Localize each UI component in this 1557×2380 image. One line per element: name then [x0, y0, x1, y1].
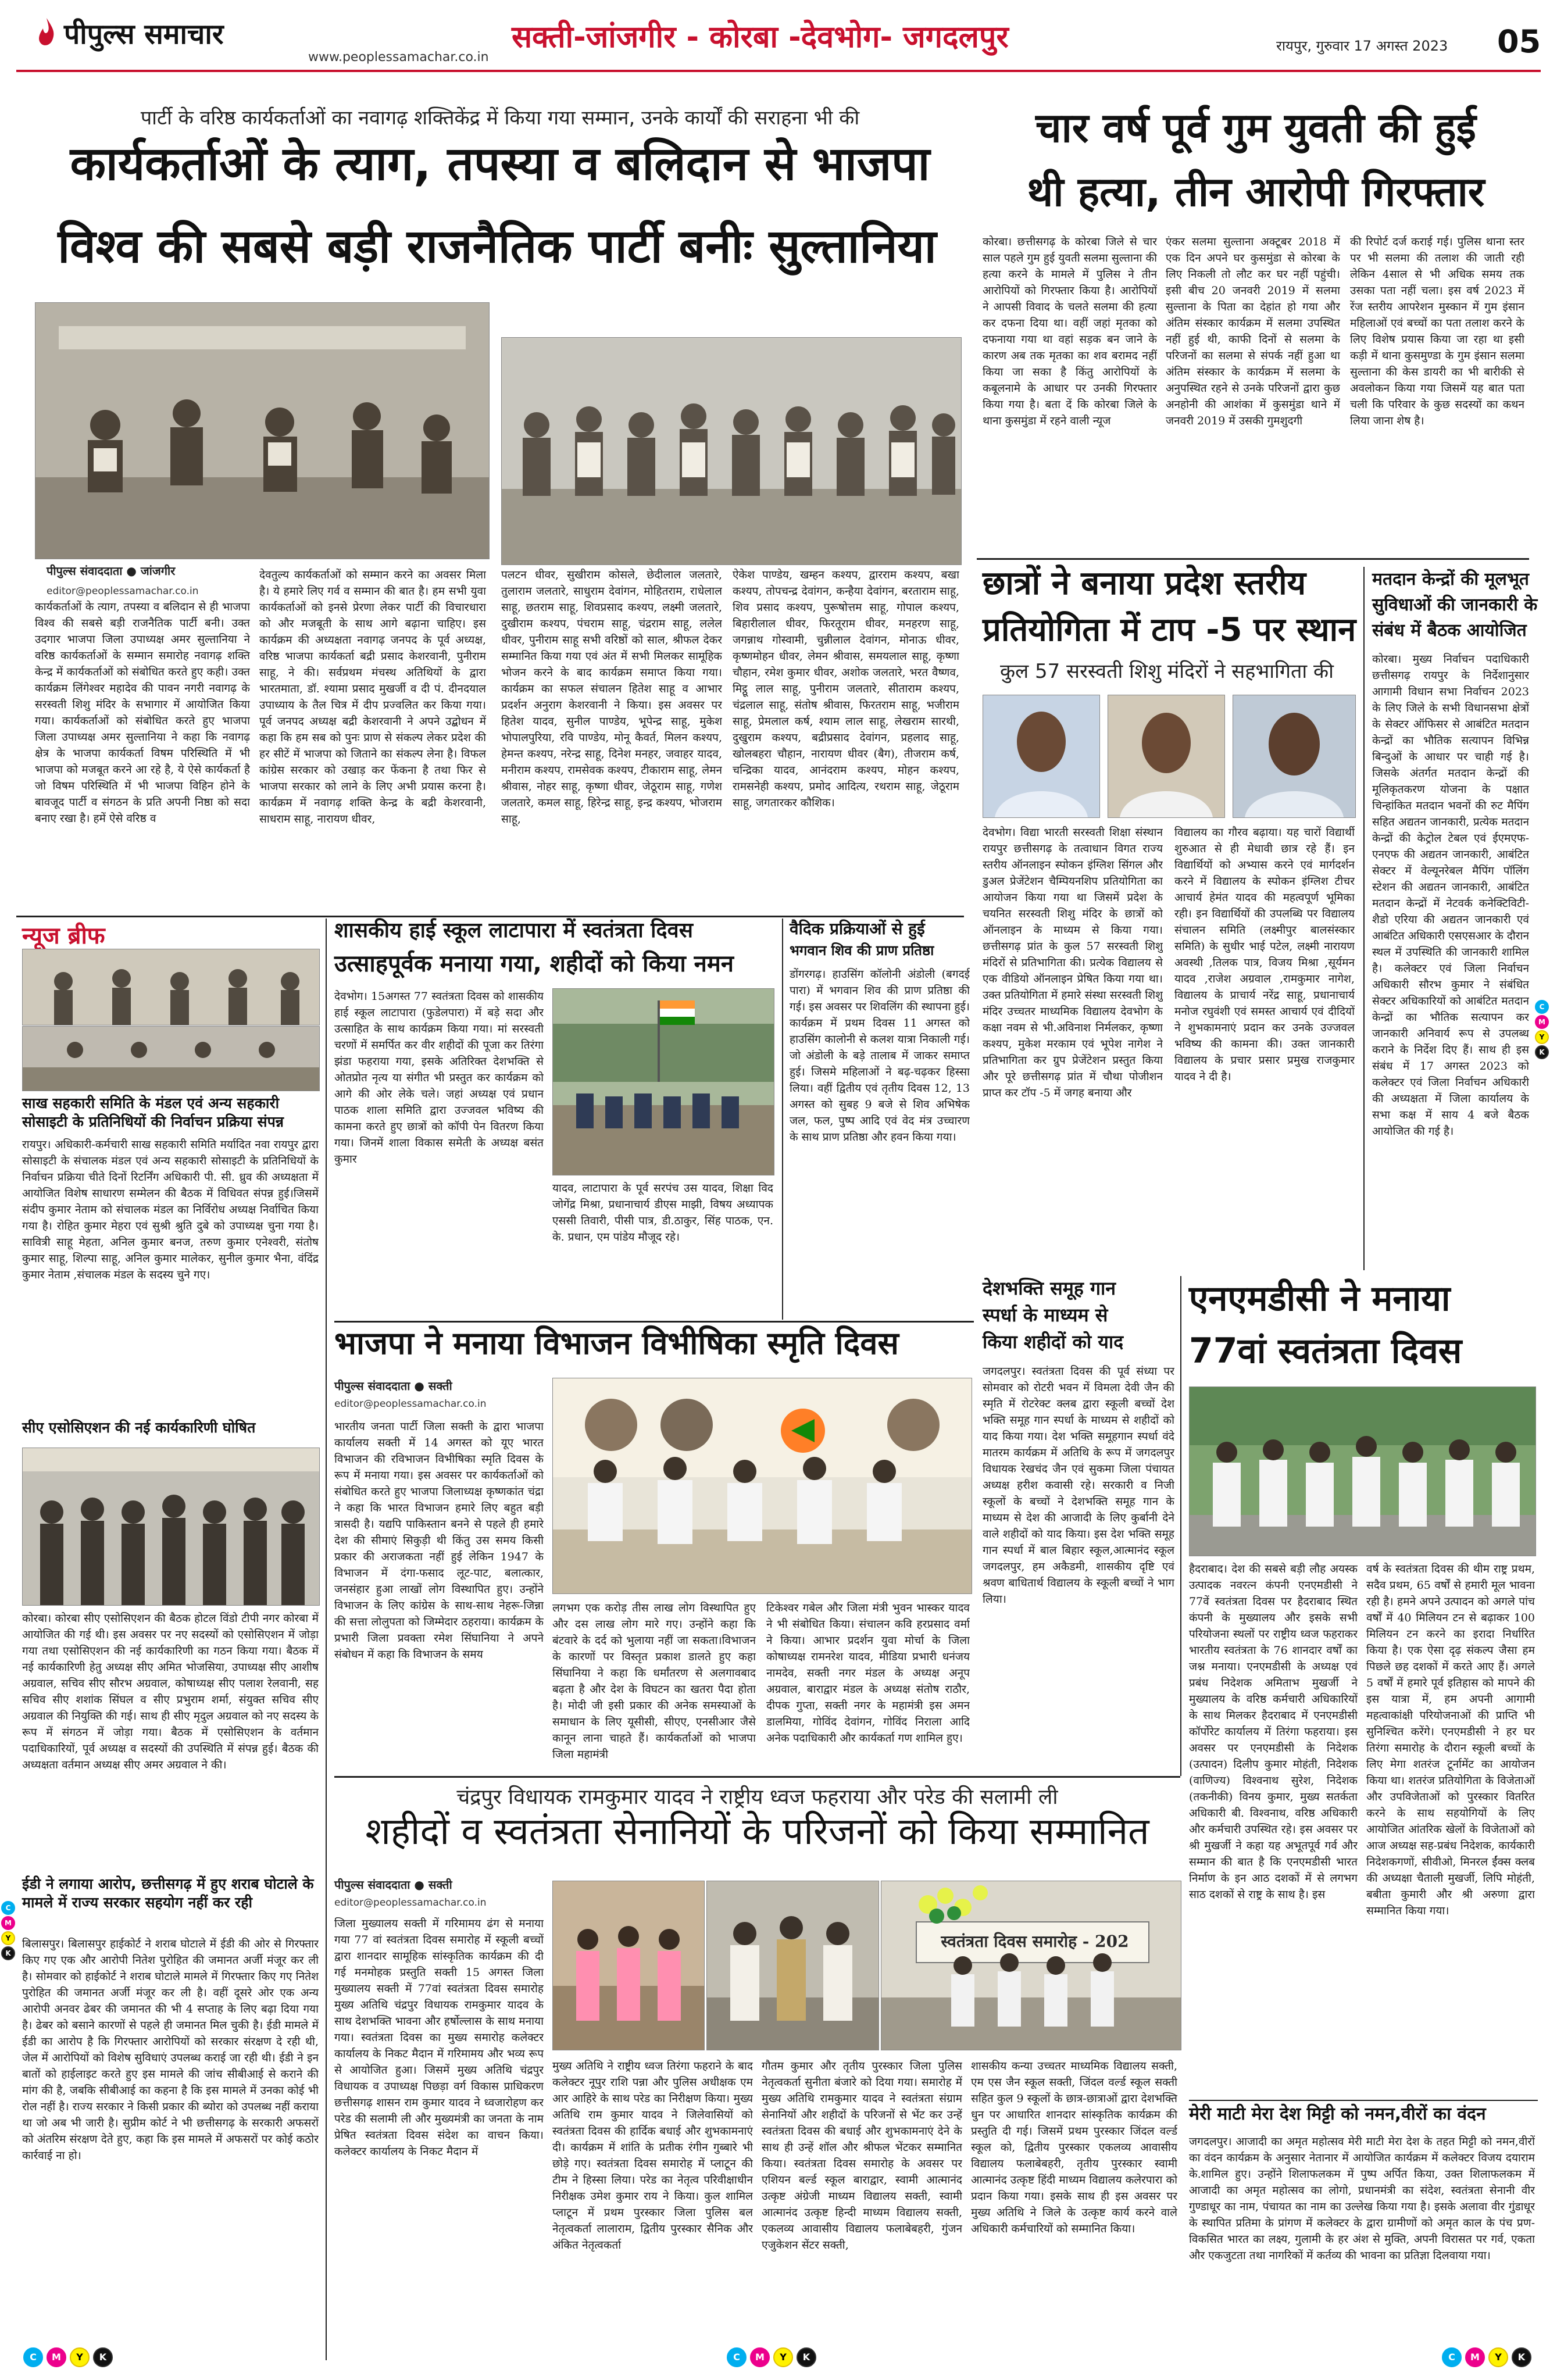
masthead-rule [16, 70, 1541, 72]
student-photo-3 [1233, 695, 1356, 818]
sakti-byline-text: पीपुल्स संवाददाता ● सक्ती [334, 1878, 452, 1892]
nmdc-headline-1: एनएमडीसी ने मनाया [1189, 1278, 1451, 1319]
desh-body: जगदलपुर। स्वतंत्रता दिवस की पूर्व संध्या पर सोमवार को रोटरी भवन में विमला देवी जैन की स्मृति में रोटरेक्ट क्लब द्वारा स्कूली बच्चों देश भक्ति समूह गान स्पर्धा के माध्यम से शहीदों को याद किया गया। देश भक्ति समूहगान स्पर्धा वंदे मातरम कार्यक्रम में अतिथि के रूप में जगदलपुर विधायक रेखचंद जैन एवं सुकमा जिला पंचायत अध्यक्ष हरीश कवासी रहे। सरकारी व निजी स्कूलों के बच्चों ने देशभक्ति समूह गान के माध्यम से देश की आजादी के लिए कुर्बानी देने वाले शहीदों को याद किया। इस देश भक्ति समूह गान स्पर्धा में बाल बिहार स्कूल,आत्मानंद स्कूल जगदलपुर, हम अकैडमी, शासकीय दृष्टि एवं श्रवण बाधितार्थ विद्यालय के स्कूली बच्चों ने भाग लिया। [983, 1365, 1174, 1606]
shiv-headline-2: भगवान शिव की प्राण प्रतिष्ठा [790, 942, 934, 959]
students-col-2: विद्यालय का गौरव बढ़ाया। यह चारों विद्यार्थी शुरुआत से ही मेधावी छात्र रहे हैं। इन विद्यार्थियों को अभ्यास करने एवं मार्गदर्शन करने में विद्यालय के स्पोकन इंग्लिश टीचर आचार्य हेमंत यादव की महत्वपूर्ण भूमिका रही। इन विद्यार्थियों की उपलब्धि पर विद्यालय संचालन समिति (लक्ष्मीपुर बालसंस्कार समिति) के सुधीर भाई पटेल, लक्ष्मी नारायण अवस्थी ,तिलक पात्र, विजय मिश्रा ,सूर्यमन यादव ,राजेश अग्रवाल ,रामकुमार नागेश, विद्यालय के प्राचार्य नरेंद्र साहू, प्रधानाचार्य मनोज रघुवंशी एवं समस्त आचार्य एवं दीदियों ने शुभकामनाएं प्रदान कर उनके उज्जवल भविष्य की कामना की। उक्त जानकारी विद्यालय के प्रचार प्रसार प्रमुख राजकुमार यादव ने दी है। [1174, 826, 1355, 1083]
election-rule-left [1363, 567, 1365, 1270]
nmdc-col-1: हैदराबाद। देश की सबसे बड़ी लौह अयस्क उत्पादक नवरत्न कंपनी एनएमडीसी ने 77वें स्वतंत्रता दिवस पर हैदराबाद स्थित कंपनी के मुख्यालय और इसके सभी परियोजना स्थलों पर राष्ट्रीय ध्वज फहराकर भारतीय स्वतंत्रता के 76 शानदार वर्षों का जश्न मनाया। एनएमडीसी के अध्यक्ष एवं प्रबंध निदेशक अमिताभ मुखर्जी ने मुख्यालय के वरिष्ठ कर्मचारी अधिकारियों के साथ मिलकर हैदराबाद में एनएमडीसी कॉर्पोरेट कार्यालय में तिरंगा फहराया। इस अवसर पर एनएमडीसी के निदेशक (उत्पादन) दिलीप कुमार मोहंती, निदेशक (वाणिज्य) विश्वनाथ सुरेश, निदेशक (तकनीकी) विनय कुमार, मुख्य सतर्कता अधिकारी बी. विश्वनाथ, वरिष्ठ अधिकारी और कर्मचारी उपस्थित रहे। इस अवसर पर श्री मुखर्जी ने कहा यह अभूतपूर्व गर्व और सम्मान की बात है कि एनएमडीसी भारत निर्माण के इन आठ दशकों में से लगभग साठ दशकों से राष्ट्र के साथ है। इस [1189, 1563, 1358, 1901]
murder-headline-2: थी हत्या, तीन आरोपी गिरफ्तार [1027, 168, 1485, 216]
sakti-col-3: गौतम कुमार और तृतीय पुरस्कार जिला पुलिस नेतृत्वकर्ता सुनीता बंजारे को दिया गया। समारोह में मुख्य अतिथि रामकुमार यादव ने स्वतंत्रता संग्राम सेनानियों और शहीदों के परिजनों से भेंट कर उन्हें स्वतंत्रता दिवस की बधाई और शुभकामनाएं देने के साथ ही उन्हें शॉल और श्रीफल भेंटकर सम्मानित किया। स्वतंत्रता दिवस समारोह के अवसर पर एशियन बर्ल्ड स्कूल बाराद्वार, स्वामी आत्मानंद उत्कृष्ट अंग्रेजी माध्यम विद्यालय सक्ती, स्वामी आत्मानंद उत्कृष्ट हिन्दी माध्यम विद्यालय सक्ती, एकलव्य आवासीय विद्यालय फलाबेबहरी, गुंजन एजुकेशन सेंटर सक्ती, [762, 2060, 962, 2252]
bjp-photo [552, 1378, 972, 1594]
sakti-banner-text: स्वतंत्रता दिवस समारोह - 202 [941, 1932, 1129, 1951]
murder-rule [977, 558, 1529, 560]
brief-item-2-head: सीए एसोसिएशन की नई कार्यकारिणी घोषित [22, 1419, 256, 1436]
shiv-body: डोंगरगढ़। हाउसिंग कॉलोनी अंडोली (बगदई पारा) में भगवान शिव की प्राण प्रतिष्ठा की गई। इस अवसर पर शिवलिंग की स्थापना हुई। कार्यक्रम में प्रथम दिवस 11 अगस्त को हाउसिंग कालोनी से कलश यात्रा निकाली गई। जो अंडोली के बड़े तालाब में जाकर समाप्त हुई। जिसमे महिलाओं ने बढ़-चढ़कर हिस्सा लिया। वहीं द्वितीय एवं तृतीय दिवस 12, 13 अगस्त को सुबह 9 बजे से शिव अभिषेक जल, फल, पुष्प आदि एवं वेद मंत्र उच्चारण के साथ प्राण प्रतिष्ठा और हवन किया गया। [790, 968, 970, 1143]
brief-item-3-head: ईडी ने लगाया आरोप, छत्तीसगढ़ में हुए शराब घोटाले के मामले में राज्य सरकार सहयोग नहीं कर रही [22, 1875, 314, 1911]
bjp-byline [334, 1378, 544, 1410]
brief-photo-2 [22, 1026, 320, 1091]
cmyk-mark-left: C M Y K [1, 1901, 15, 1960]
sakti-byline [334, 1877, 555, 1909]
desh-headline-1: देशभक्ति समूह गान [983, 1277, 1116, 1299]
bjp-email[interactable]: editor@peoplessamachar.co.in [334, 1398, 487, 1410]
latapara-headline-2: उत्साहपूर्वक मनाया गया, शहीदों को किया नमन [334, 950, 734, 977]
brief-photo-3 [22, 1448, 320, 1606]
murder-col-2: एंकर सलमा सुल्ताना अक्टूबर 2018 में एक दिन अपने घर कुसमुंडा से कोरबा के लिए निकली तो लौट कर घर नहीं पहुंची। इसी बीच 20 जनवरी 2019 में सलमा सुल्ताना के पिता का देहांत हो गया और अंतिम संस्कार कार्यक्रम में सलमा उपस्थित नहीं हुई थी, काफी दिनों से सलमा के परिजनों का सलमा से संपर्क नहीं हुआ था अंतिम संस्कार के कार्यक्रम में सलमा के अनुपस्थित रहने से उनके परिजनों द्वारा कुछ अनहोनी की आशंका में कुसमुंडा थाने में जनवरी 2019 में उसकी गुमशुदगी [1166, 235, 1340, 427]
student-photo-1 [983, 695, 1100, 818]
lead-email[interactable]: editor@peoplessamachar.co.in [47, 585, 199, 597]
brief-item-1-body: रायपुर। अधिकारी-कर्मचारी साख सहकारी समिति मर्यादित नवा रायपुर द्वारा सोसाइटी के संचालक मंडल एवं अन्य सहकारी सोसाइटी के प्रतिनिधियों के निर्वाचन प्रक्रिया चीते दिनों रिटर्निंग अधिकारी पी. सी. ध्रुव की अध्यक्षता में आयोजित विशेष साधारण सम्मेलन की बैठक में विधिवत संपन्न हुई।जिसमें संदीप कुमार नेताम को संचालक मंडल का निर्विरोध अध्यक्ष निर्वाचित किया गया है। रोहित कुमार मेहरा एवं सुश्री श्रुति दुबे को उपाध्यक्ष चुना गया है। सावित्री साहू मेहता, अनिल कुमार बनज, तरुण कुमार एनेश्वरी, संतोष कुमार साहू, शिल्पा साहू, अनिल कुमार मालेकर, सुनील कुमार भैना, वंदिंद्र कुमार नेताम ,संचालक मंडल के सदस्य चुने गए। [22, 1138, 319, 1281]
sakti-rule-top [334, 1776, 1180, 1778]
lead-byline-text: पीपुल्स संवाददाता ● जांजगीर [47, 564, 176, 578]
lead-headline-2: विश्व की सबसे बड़ी राजनैतिक पार्टी बनीः सुल्तानिया [58, 219, 937, 273]
sakti-col-2: मुख्य अतिथि ने राष्ट्रीय ध्वज तिरंगा फहराने के बाद कलेक्टर नूपुर राशि पन्ना और पुलिस अधीक्षक एम आर आहिरे के साथ परेड का निरीक्षण किया। मुख्य अतिथि राम कुमार यादव ने जिलेवासियों को स्वतंत्रता दिवस की हार्दिक बधाई और शुभकामनाएं दी। कार्यक्रम में शांति के प्रतीक रंगीन गुब्बारे भी छोड़े गए। स्वतंत्रता दिवस समारोह में प्लाटून की टीम ने हिस्सा लिया। परेड का नेतृत्व परिवीक्षाधीन निरीक्षक उमेश कुमार राय ने किया। कुल शामिल प्लाटून में प्रथम पुरस्कार जिला पुलिस बल नेतृत्वकर्ता लालाराम, द्वितीय पुरस्कार सैनिक और अंकित नेतृत्वकर्ता [552, 2060, 753, 2252]
students-headline-1: छात्रों ने बनाया प्रदेश स्तरीय [983, 564, 1306, 602]
sakti-headline: शहीदों व स्वतंत्रता सेनानियों के परिजनों को किया सम्मानित [365, 1810, 1149, 1853]
cmyk-footer-right: C M Y K [1442, 2347, 1531, 2367]
bjp-headline: भाजपा ने मनाया विभाजन विभीषिका स्मृति दिवस [334, 1325, 899, 1361]
students-headline-2: प्रतियोगिता में टाप -5 पर स्थान [983, 611, 1356, 649]
bjp-col-3: टिकेश्वर गबेल और जिला मंत्री भुवन भास्कर यादव ने भी संबोधित किया। संचालन कवि हरप्रसाद वर्मा ने किया। आभार प्रदर्शन युवा मोर्चा के जिला कोषाध्यक्ष रामनरेश यादव, मीडिया प्रभारी धनंजय नामदेव, सक्ती नगर मंडल के अध्यक्ष अनूप अग्रवाल, बाराद्वार मंडल के अध्यक्ष संतोष राठौर, दीपक गुप्ता, सक्ती नगर के महामंत्री इस अमन डालमिया, गोविंद देवांगन, गोविंद निराला आदि अनेक पदाधिकारी और कार्यकर्ता गण शामिल हुए। [766, 1602, 970, 1745]
lead-photo-right [501, 337, 962, 565]
masthead-regions: सक्ती-जांजगीर - कोरबा -देवभोग- जगदलपुर [512, 20, 1009, 55]
cmyk-footer-left: C M Y K [23, 2347, 113, 2367]
murder-col-1: कोरबा। छत्तीसगढ़ के कोरबा जिले से चार साल पहले गुम हुई युवती सलमा सुल्ताना की हत्या करने के मामले में पुलिस ने तीन आरोपियों को गिरफ्तार किया है। आरोपियों ने आपसी विवाद के चलते सलमा की हत्या कर दफना दिया था। वहीं जहां मृतका को दफनाया गया था वहां सड़क बन जाने के कारण अब तक मृतका का शव बरामद नहीं किया जा सका है किंतु आरोपियों के कबूलनामे के आधार पर उनकी गिरफ्तार किया गया है। बता दें कि कोरबा जिले के थाना कुसमुंडा में रहने वाली न्यूज [983, 235, 1157, 427]
lead-photo-left [35, 302, 490, 559]
mati-body: जगदलपुर। आजादी का अमृत महोत्सव मेरी माटी मेरा देश के तहत मिट्टी को नमन,वीरों का वंदन कार्यक्रम के अनुसार नेतानार में आयोजित कार्यक्रम में कलेक्टर विजय दयाराम के.शामिल हुए। उन्होंने शिलाफलकम में पुष्प अर्पित किया, उक्त शिलाफलकम में आजादी का अमृत महोत्सव का लोगो, प्रधानमंत्री का संदेश, स्वतंत्रता सेनानी वीर गुण्डाधूर का नाम, पंचायत का नाम का उल्लेख किया गया है। इसके अलावा वीर गुंडाधूर के स्थापित प्रतिमा के प्रांगण में कलेक्टर के द्वारा ग्रामीणों को अमृत काल के पंच प्रण- विकसित भारत का लक्ष्य, गुलामी के हर अंश से मुक्ति, अपनी विरासत पर गर्व, एकता और एकजुटता तथा नागरिकों में कर्तव्य की भावना का प्रतिज्ञा दिलवाया गया। [1189, 2135, 1535, 2262]
nmdc-photo [1189, 1386, 1536, 1556]
sakti-photo-2 [706, 1881, 879, 2050]
sakti-col-1: जिला मुख्यालय सक्ती में गरिमामय ढंग से मनाया गया 77 वां स्वतंत्रता दिवस समारोह में स्कूली बच्चों द्वारा शानदार सामूहिक सांस्कृतिक कार्यक्रम की दी गई मनमोहक प्रस्तुति सक्ती 15 अगस्त जिला मुख्यालय सक्ती में 77वां स्वतंत्रता दिवस समारोह मुख्य अतिथि चंद्रपुर विधायक रामकुमार यादव के साथ देशभक्ति भावना और हर्षोल्लास के साथ मनाया गया। स्वतंत्रता दिवस का मुख्य समारोह कलेक्टर कार्यालय के निकट मैदान में गरिमामय और भव्य रूप से आयोजित हुआ। जिसमें मुख्य अतिथि चंद्रपुर विधायक व उपाध्यक्ष पिछड़ा वर्ग विकास प्राधिकरण छत्तीसगढ़ शासन राम कुमार यादव ने ध्वजारोहण कर परेड की सलामी ली और मुख्यमंत्री का जनता के नाम प्रेषित स्वतंत्रता दिवस संदेश का वाचन किया। कलेक्टर कार्यालय के निकट मैदान में [334, 1917, 544, 2158]
flame-logo-icon [35, 17, 58, 49]
news-brief-tag: न्यूज ब्रीफ [22, 923, 105, 949]
election-headline-1: मतदान केन्द्रों की मूलभूत [1372, 569, 1530, 589]
lead-col-4: ऐकेश पाण्डेय, खम्हन कश्यप, द्वारराम कश्यप, बखा कश्यप, तोपचन्द्र देवांगन, कन्हैया देवांगन, बरताराम साहू, शिव प्रसाद कश्यप, पुरूषोत्तम साहू, गोपाल कश्यप, बिहारीलाल धीवर, फिरतूराम धीवर, मनहरण साहू, जगन्नाथ गोस्वामी, चुन्नीलाल देवांगन, मोनाऊ धीवर, कृष्णमोहन धीवर, लेमन श्रीवास, समयलाल साहू, कृष्णा चौहान, रमेश कुमार धीवर, अशोक जलतारे, भरत वैष्णव, मिट्ठू लाल साहू, पुनीराम जलतारे, सीताराम कश्यप, चंद्रलाल साहू, संतोष श्रीवास, फिरतराम साहू, भजीराम साहू, प्रेमलाल कर्ष, श्याम लाल साहू, लेखराम सारथी, दुखुराम कश्यप, बद्रीप्रसाद देवांगन, प्रहलाद साहू, खोलबहरा चौहान, नारायण धीवर (बैग), तीजराम कर्ष, चन्द्रिका यादव, आनंदराम कश्यप, मोहन कश्यप, रामसनेही कश्यप, प्रमोद आदित्य, रथराम साहू, जेठूराम साहू, जगतारकर कौशिक। [733, 569, 959, 809]
latapara-headline-1: शासकीय हाई स्कूल लाटापारा में स्वतंत्रता दिवस [334, 919, 693, 942]
nmdc-headline-2: 77वां स्वतंत्रता दिवस [1189, 1331, 1462, 1371]
brief-rule-top [16, 916, 964, 917]
brief-item-1-head: साख सहकारी समिति के मंडल एवं अन्य सहकारी सोसाइटी के प्रतिनिधियों की निर्वाचन प्रक्रिया संपन्न [22, 1095, 284, 1130]
students-col-1: देवभोग। विद्या भारती सरस्वती शिक्षा संस्थान रायपुर छत्तीसगढ़ के तत्वाधान विगत राज्य स्तरीय ऑनलाइन स्पोकन इंग्लिश सिंगल और डुअल प्रेजेंटेशन चैम्पियनशिप प्रतियोगिता का आयोजन किया गया था जिसमें प्रदेश के चयनित सरस्वती शिशु मंदिर के छात्रों को ऑनलाइन के माध्यम से किया गया। छत्तीसगढ़ प्रांत के कुल 57 सरस्वती शिशु मंदिरों से प्रतिभागिता की। प्रत्येक विद्यालय से एक वीडियो ऑनलाइन प्रेषित किया गया था। उक्त प्रतियोगिता में हमारे संस्था सरस्वती शिशु मंदिर उच्चतर माध्यमिक विद्यालय देवभोग के कक्षा नवम से भी.अविनाश निर्मलकर, कृष्णा कश्यप, मुकेश मरकाम एवं भूपेश नागेश ने प्रतिभागिता कर ग्रुप प्रेजेंटेशन प्रस्तुत किया और पूरे छत्तीसगढ़ प्रांत में चौथा पोजीशन प्राप्त कर टॉप -5 में जगह बनाया और [983, 826, 1163, 1099]
bjp-col-2: लगभग एक करोड़ तीस लाख लोग विस्थापित हुए और दस लाख लोग मारे गए। उन्होंने कहा कि बंटवारे के दर्द को भुलाया नहीं जा सकता।विभाजन के कारणों पर विस्तृत प्रकाश डालते हुए कहा सिंघानिया ने कहा कि धर्मांतरण से अलगावबाद बढ़ता है और देश के विघटन का खतरा पैदा होता है। मोदी जी इसी प्रकार की अनेक समस्याओं के समाधान के लिए यूसीसी, सीएए, एनसीआर जैसे कानून लाना चाहते हैं। कार्यकर्ताओं को भाजपा जिला महामंत्री [552, 1602, 756, 1761]
desh-rule-right [1180, 1276, 1181, 1776]
latapara-photo [552, 988, 774, 1175]
lead-headline-1: कार्यकर्ताओं के त्याग, तपस्या व बलिदान से भाजपा [70, 137, 930, 191]
masthead-url[interactable]: www.peoplessamachar.co.in [308, 50, 489, 65]
student-photo-2 [1108, 695, 1225, 818]
masthead-dateline: रायपुर, गुरुवार 17 अगस्त 2023 [1276, 38, 1448, 54]
lead-col-3: पलटन धीवर, सुखीराम कोसले, छेदीलाल जलतारे, तुलाराम जलतारे, साधुराम देवांगन, मोहितराम, राधेलाल साहू, छतराम साहू, शिवप्रसाद कश्यप, लक्ष्मी जलतारे, दुखीराम कश्यप, पंचराम साहू, चंद्रराम साहू, ललेल धीवर, पुनीराम साहू सभी वरिष्ठों को साल, श्रीफल देकर सम्मानित किया गया एवं अंत में सभी मिलकर सामूहिक भोजन करने के बाद कार्यक्रम समाप्त किया गया। कार्यक्रम का सफल संचालन हितेश साहू व आभार प्रदर्शन अनुराग केशरवानी ने किया। इस अवसर पर हितेश यादव, सुनील पाण्डेय, भूपेन्द्र साहू, मुकेश भोपालपुरिया, रवि पाण्डेय, मोनू कैवर्त, मिलन कश्यप, हेमन्त कश्यप, नरेन्द्र साहू, दिनेश मनहर, जवाहर यादव, मनीराम कश्यप, रामसेवक कश्यप, टीकाराम साहू, लेमन श्रीवास, नोहर साहू, कृष्णा धीवर, जेठूराम साहू, गणेश जलतारे, कमल साहू, हिरेन्द्र साहू, इन्द्र कश्यप, भोजराम साहू, [501, 569, 722, 826]
bjp-byline-text: पीपुल्स संवाददाता ● सक्ती [334, 1379, 452, 1393]
brief-item-2-body: कोरबा। कोरबा सीए एसोसिएशन की बैठक होटल विंडो टीपी नगर कोरबा में आयोजित की गई थी। इस अवसर पर नए सदस्यों को एसोसिएशन में जोड़ा गया तथा एसोसिएशन की नई कार्यकारिणी का गठन किया गया। बैठक में नई कार्यकारिणी हेतु अध्यक्ष सीए अमित भोजसिया, उपाध्यक्ष सीए आशीष अग्रवाल, सचिव सीए सौरभ अग्रवाल, कोषाध्यक्ष सीए पलाश रेलवानी, सह सचिव सीए शशांक सिंघल व सीए प्रभुराम शर्मा, संयुक्त सचिव सीए अग्रवाल की नियुक्ति की गई। साथ ही सीए मृदुल अग्रवाल को नए सदस्य के रूप में संगठन में जोड़ा गया। बैठक में एसोसिएशन के वर्तमान पदाधिकारियों, पूर्व अध्यक्ष व सदस्यों की उपस्थिति में संपन्न हुई। बैठक की अध्यक्षता वर्तमान अध्यक्ष सीए अमर अग्रवाल ने की। [22, 1612, 319, 1771]
murder-headline-1: चार वर्ष पूर्व गुम युवती की हुई [1035, 104, 1476, 152]
nmdc-col-2: वर्ष के स्वतंत्रता दिवस की थीम राष्ट्र प्रथम, सदैव प्रथम, 65 वर्षों से हमारी मूल भावना रही है। हमने अपने उत्पादन को अगले पांच वर्षों में 40 मिलियन टन से बढ़ाकर 100 मिलियन टन करने का इरादा निर्धारित किया है। एक ऐसा दृढ़ संकल्प जैसा हम पिछले छह दशकों में करते आए हैं। अगले 5 वर्षों में हमारे पूर्व इतिहास को मापने की इस यात्रा में, हम अपनी आगामी महत्वाकांक्षी परियोजनाओं की प्राप्ति भी सुनिश्चित करेंगे। एनएमडीसी ने हर घर तिरंगा समारोह के दौरान स्कूली बच्चों के लिए मेगा शतरंज टूर्नामेंट का आयोजन किया था। शतरंज प्रतियोगिता के विजेताओं और उपविजेताओं को पुरस्कार वितरित करने के साथ सहयोगियों के लिए आयोजित आंतरिक खेलों के विजेताओं को आज अध्यक्ष सह-प्रबंध निदेशक, कार्यकारी निदेशकगणों, सीवीओ, मिनरल ईंक्स क्लब की अध्यक्षा चैताली मुखर्जी, लिपि मोहंती, बबीता कुमारी और श्री अरुणा द्वारा सम्मानित किया गया। [1366, 1563, 1535, 1917]
election-body: कोरबा। मुख्य निर्वाचन पदाधिकारी छत्तीसगढ़ रायपुर के निर्देशानुसार आगामी विधान सभा निर्वाचन 2023 के लिए जिले के सभी विधानसभा क्षेत्रों के सेक्टर ऑफिसर से आबंटित मतदान केन्द्रों का भौतिक सत्यापन विभिन्न बिन्दुओं के आधार पर चाही गई है। जिसके अंतर्गत मतदान केन्द्रों की मूलिकृतकरण योजना के पक्षात चिन्हांकित मतदान भवनों की रुट मैपिंग सहित अद्यतन जानकारी, प्रत्येक मतदान केन्द्रों की केट्रोल टेबल एवं ईएमएफ- एनएफ की अद्यतन जानकारी, आबंटित सेक्टर में वेल्यूनरेबल मैपिंग पॉलिंग स्टेशन की अद्यतन जानकारी, आबंटित मतदान केन्द्रों में नेटवर्क कनेक्टिविटी- शैडो एरिया की अद्यतन जानकारी एवं आबंटित अधिकारी एसएसआर के दौरान स्थल में उपस्थिति की जानकारी शामिल है। कलेक्टर एवं जिला निर्वाचन अधिकारी सौरभ कुमार ने संबंधित सेक्टर अधिकारियों को आबंटित मतदान केन्द्रों का भौतिक सत्यापन कर जानकारी अनिवार्य रूप से उपलब्ध कराने के निर्देश दिए हैं। साथ ही इस संबंध में 17 अगस्त 2023 को कलेक्टर एवं जिला निर्वाचन अधिकारी की अध्यक्षता में जिला कार्यालय के सभा कक्ष में साय 4 बजे बैठक आयोजित की गई है। [1372, 653, 1529, 1138]
brief-photo-1 [22, 949, 320, 1025]
latapara-rule-right [782, 919, 783, 1320]
masthead-logo [35, 13, 302, 53]
latapara-col-1: देवभोग। 15अगस्त 77 स्वतंत्रता दिवस को शासकीय हाई स्कूल लाटापारा (फुडेलपारा) में बड़े सदा और उत्साहित के साथ कार्यक्रम किया गया। मां सरस्वती चरणों में समर्पित कर वीर शहीदों की पूजा कर तिरंगा झंडा फहराया गया, इसके अतिरिक्त देशभक्ति से ओतप्रोत नृत्य या संगीत भी प्रस्तुत कर कार्यक्रम को आगे की ओर लेके चले। जहां अध्यक्ष एवं प्रधान पाठक शाला समिति द्वारा उज्जवल भविष्य की कामना करते हुए छात्रों को कॉपी पेन वितरण किया गया। जिनमें शाला विकास समेती के अध्यक्ष बसंत कुमार [334, 990, 544, 1166]
murder-col-3: की रिपोर्ट दर्ज कराई गई। पुलिस थाना स्तर पर भी सलमा की तलाश की जाती रही लेकिन 4साल से भी अधिक समय तक उसका पता नहीं चला। इस वर्ष 2023 में रेंज स्तरीय आपरेशन मुस्कान में गुम इंसान महिलाओं एवं बच्चों का पता तलाश करने के लिए विशेष प्रयास किया जा रहा था इसी कड़ी में थाना कुसमुण्डा के गुम इंसान सलमा सुल्ताना की केस डायरी का भी बारीकी से अवलोकन किया गया जिसमें यह बात पता चली कि परिवार के कुछ सदस्यों का कथन लिया जाना शेष है। [1350, 235, 1524, 427]
desh-headline-3: किया शहीदों को याद [983, 1331, 1124, 1353]
lead-col-2: देवतुल्य कार्यकर्ताओं को सम्मान करने का अवसर मिला है। ये हमारे लिए गर्व व सम्मान की बात है। हम सभी युवा कार्यकर्ताओं को इनसे प्रेरणा लेकर पार्टी की विचारधारा को और मजबूती के साथ आगे बढ़ाना चाहिए। इस कार्यक्रम की अध्यक्षता नवागढ़ जनपद के पूर्व अध्यक्ष, वरिष्ठ भाजपा कार्यकर्ता बद्री प्रसाद केशरवानी, पुनीराम साहू, ने की। सर्वप्रथम मंचस्थ अतिथियों के द्वारा भारतमाता, डॉ. श्यामा प्रसाद मुखर्जी व दी पं. दीनदयाल उपाध्याय के तैल चित्र में दीप प्रज्वलित कर किया गया। पूर्व जनपद अध्यक्ष बद्री केशरवानी ने अपने उद्बोधन में कहा कि हम सब को पुनः प्राण से संकल्प लेकर प्रदेश की हर सीटें में भाजपा को जिताने का संकल्प लेना है। विफल कांग्रेस सरकार को उखाड़ कर फेंकना है तथा फिर से भाजपा सरकार को लाने के लिए अभी प्रयास करना है। कार्यक्रम में नवागढ़ शक्ति केन्द्र के बद्री केशरवानी, साधराम साहू, नारायण धीवर, [259, 569, 486, 826]
shiv-headline-1: वैदिक प्रक्रियाओं से हुई [790, 919, 925, 938]
desh-headline-2: स्पर्धा के माध्यम से [983, 1304, 1108, 1326]
masthead [0, 0, 1557, 69]
cmyk-mark-right: C M Y K [1535, 1000, 1549, 1059]
sakti-photo-3 [881, 1881, 1181, 2050]
sakti-col-4: शासकीय कन्या उच्चतर माध्यमिक विद्यालय सक्ती, एम एस जैन स्कूल सक्ती, जिंदल वर्ल्ड स्कूल सक्ती सहित कुल 9 स्कूलों के छात्र-छात्राओं द्वारा देशभक्ति धुन पर आधारित शानदार सांस्कृतिक कार्यक्रम की प्रस्तुति दी गई। जिसमें प्रथम पुरस्कार जिंदल वर्ल्ड स्कूल को, द्वितीय पुरस्कार एकलव्य आवासीय विद्यालय फलाबेबहरी, तृतीय पुरस्कार स्वामी आत्मानंद उत्कृष्ट हिंदी माध्यम विद्यालय कलेरपारा को प्रदान किया गया। इसके साथ ही इस अवसर पर मुख्य अतिथि ने जिले के उत्कृष्ट कार्य करने वाले अधिकारी कर्मचारियों को सम्मानित किया। [971, 2060, 1177, 2235]
bjp-col-1: भारतीय जनता पार्टी जिला सक्ती के द्वारा भाजपा कार्यालय सक्ती में 14 अगस्त को यूए भारत विभाजन की रविभाजन विभीषिका स्मृति दिवस के रूप में मनाया गया। इस अवसर पर कार्यकर्ताओं को संबोधित करते हुए भाजपा जिलाध्यक्ष कृष्णकांत चंद्रा ने कहा कि भारत विभाजन हमारे लिए बहुत बड़ी त्रासदी है। यद्यपि पाकिस्तान बनने से पहले ही हमारे देश की सीमाएं सिकुड़ी थी किंतु उस समय किसी प्रकार की अराजकता नहीं हुई लेकिन 1947 के विभाजन में दंगा-फसाद लूट-पाट, बलात्कार, जनसंहार हुआ लाखों लोग विस्थापित हुए। उन्होंने विभाजन के लिए कांग्रेस के साथ-साथ नेहरू-जिन्ना की सत्ता लोलुपता को जिम्मेदार ठहराया। कार्यक्रम के प्रभारी जिला प्रवक्ता रमेश सिंघानिया ने अपने संबोधन में कहा कि विभाजन के समय [334, 1420, 544, 1661]
cmyk-footer-center: C M Y K [727, 2347, 816, 2367]
election-headline-3: संबंध में बैठक आयोजित [1372, 620, 1527, 641]
latapara-col-2: यादव, लाटापारा के पूर्व सरपंच उस यादव, शिक्षा विद जोगेंद्र मिश्रा, प्रधानाचार्य डीएस माझी, विषय अध्यापक एससी तिवारी, पीसी पात्र, डी.ठाकुर, सिंह पाठक, एन. के. प्रधान, एम पांडेय मौजूद रहे। [552, 1182, 773, 1243]
sakti-email[interactable]: editor@peoplessamachar.co.in [334, 1897, 487, 1909]
students-subhead: कुल 57 सरस्वती शिशु मंदिरों ने सहभागिता की [1000, 660, 1334, 683]
lead-col-1: कार्यकर्ताओं के त्याग, तपस्या व बलिदान से ही भाजपा विश्व की सबसे बड़ी राजनैतिक पार्टी बनी। उक्त उदगार भाजपा जिला उपाध्यक्ष अमर सुल्तानिया ने वरिष्ठ कार्यकर्ताओं के सम्मान समारोह नवागढ़ शक्ति केन्द्र में कार्यकर्ताओं को संबोधित करते हुए कही। उक्त कार्यक्रम लिंगेश्वर महादेव की पावन नगरी नवागढ़ के सरस्वती शिशु मंदिर के सभागार में आयोजित किया गया। कार्यकर्ताओं को संबोधित करते हुए भाजपा जिला उपाध्यक्ष अमर सुल्तानिया ने कहा कि नवागढ़ क्षेत्र के भाजपा कार्यकर्ता विषम परिस्थिति में भी भाजपा को मजबूत करने आ रहे है, ये ऐसे कार्यकर्ता है जो विषम परिस्थिति में भी भाजपा विहिन होने के बावजूद पार्टी व संगठन के प्रति अपनी निष्ठा को सदा बनाए रखा है। हमें ऐसे वरिष्ठ व [35, 601, 250, 825]
masthead-logo-text: पीपुल्स समाचार [64, 17, 224, 51]
brief-item-3-body: बिलासपुर। बिलासपुर हाईकोर्ट ने शराब घोटाले में ईडी की ओर से गिरफ्तार किए गए एक और आरोपी नितेश पुरोहित की जमानत अर्जी मंजूर कर ली है। सोमवार को हाईकोर्ट ने शराब घोटाले मामले में गिरफ्तार किए गए नितेश पुरोहित की जमानत अर्जी मंजूर कर ली है। वहीं दूसरे ओर एक अन्य आरोपी अनवर ढेबर की जमानत की भी 4 सप्ताह के लिए बढ़ा दिया गया है। ढेबर को बसाने कारणों से पहले ही जमानत मिल चुकी है। ईडी मामले में ईडी का आरोप है कि गिरफ्तार आरोपियों को सरकार संरक्षण दे रही थी, जेल में आरोपियों को विशेष सुविधाएं उपलब्ध कराई जा रही थी। ईडी ने इन बातों को हाईलाइट करते हुए इस मामले की जांच सीबीआई से कराने की मांग की है, जबकि सीबीआई का कहना है कि इस मामले में उनका कोई भी रोल नहीं है। राज्य सरकार ने किसी प्रकार की ब्योरा को उपलब्ध नहीं कराया था जो अब भी जारी है। सुप्रीम कोर्ट ने भी छत्तीसगढ़ के सरकारी अफसरों को अंतरिम संरक्षण देते हुए, कहा कि इस मामले में अफसरों पर कोई कठोर कार्रवाई ना हो। [22, 1938, 319, 2162]
sakti-kicker: चंद्रपुर विधायक रामकुमार यादव ने राष्ट्रीय ध्वज फहराया और परेड की सलामी ली [456, 1785, 1058, 1809]
election-headline-2: सुविधाओं की जानकारी के [1372, 595, 1538, 615]
bjp-rule-top [334, 1321, 974, 1323]
page-number: 05 [1497, 23, 1541, 60]
lead-kicker: पार्टी के वरिष्ठ कार्यकर्ताओं का नवागढ़ शक्तिकेंद्र में किया गया सम्मान, उनके कार्यों की सराहना भी की [140, 106, 860, 130]
sakti-photo-1 [552, 1881, 705, 2050]
mati-rule-top [1189, 2100, 1538, 2101]
mati-headline: मेरी माटी मेरा देश मिट्टी को नमन,वीरों का वंदन [1189, 2104, 1486, 2124]
brief-rule-right [326, 919, 327, 2360]
